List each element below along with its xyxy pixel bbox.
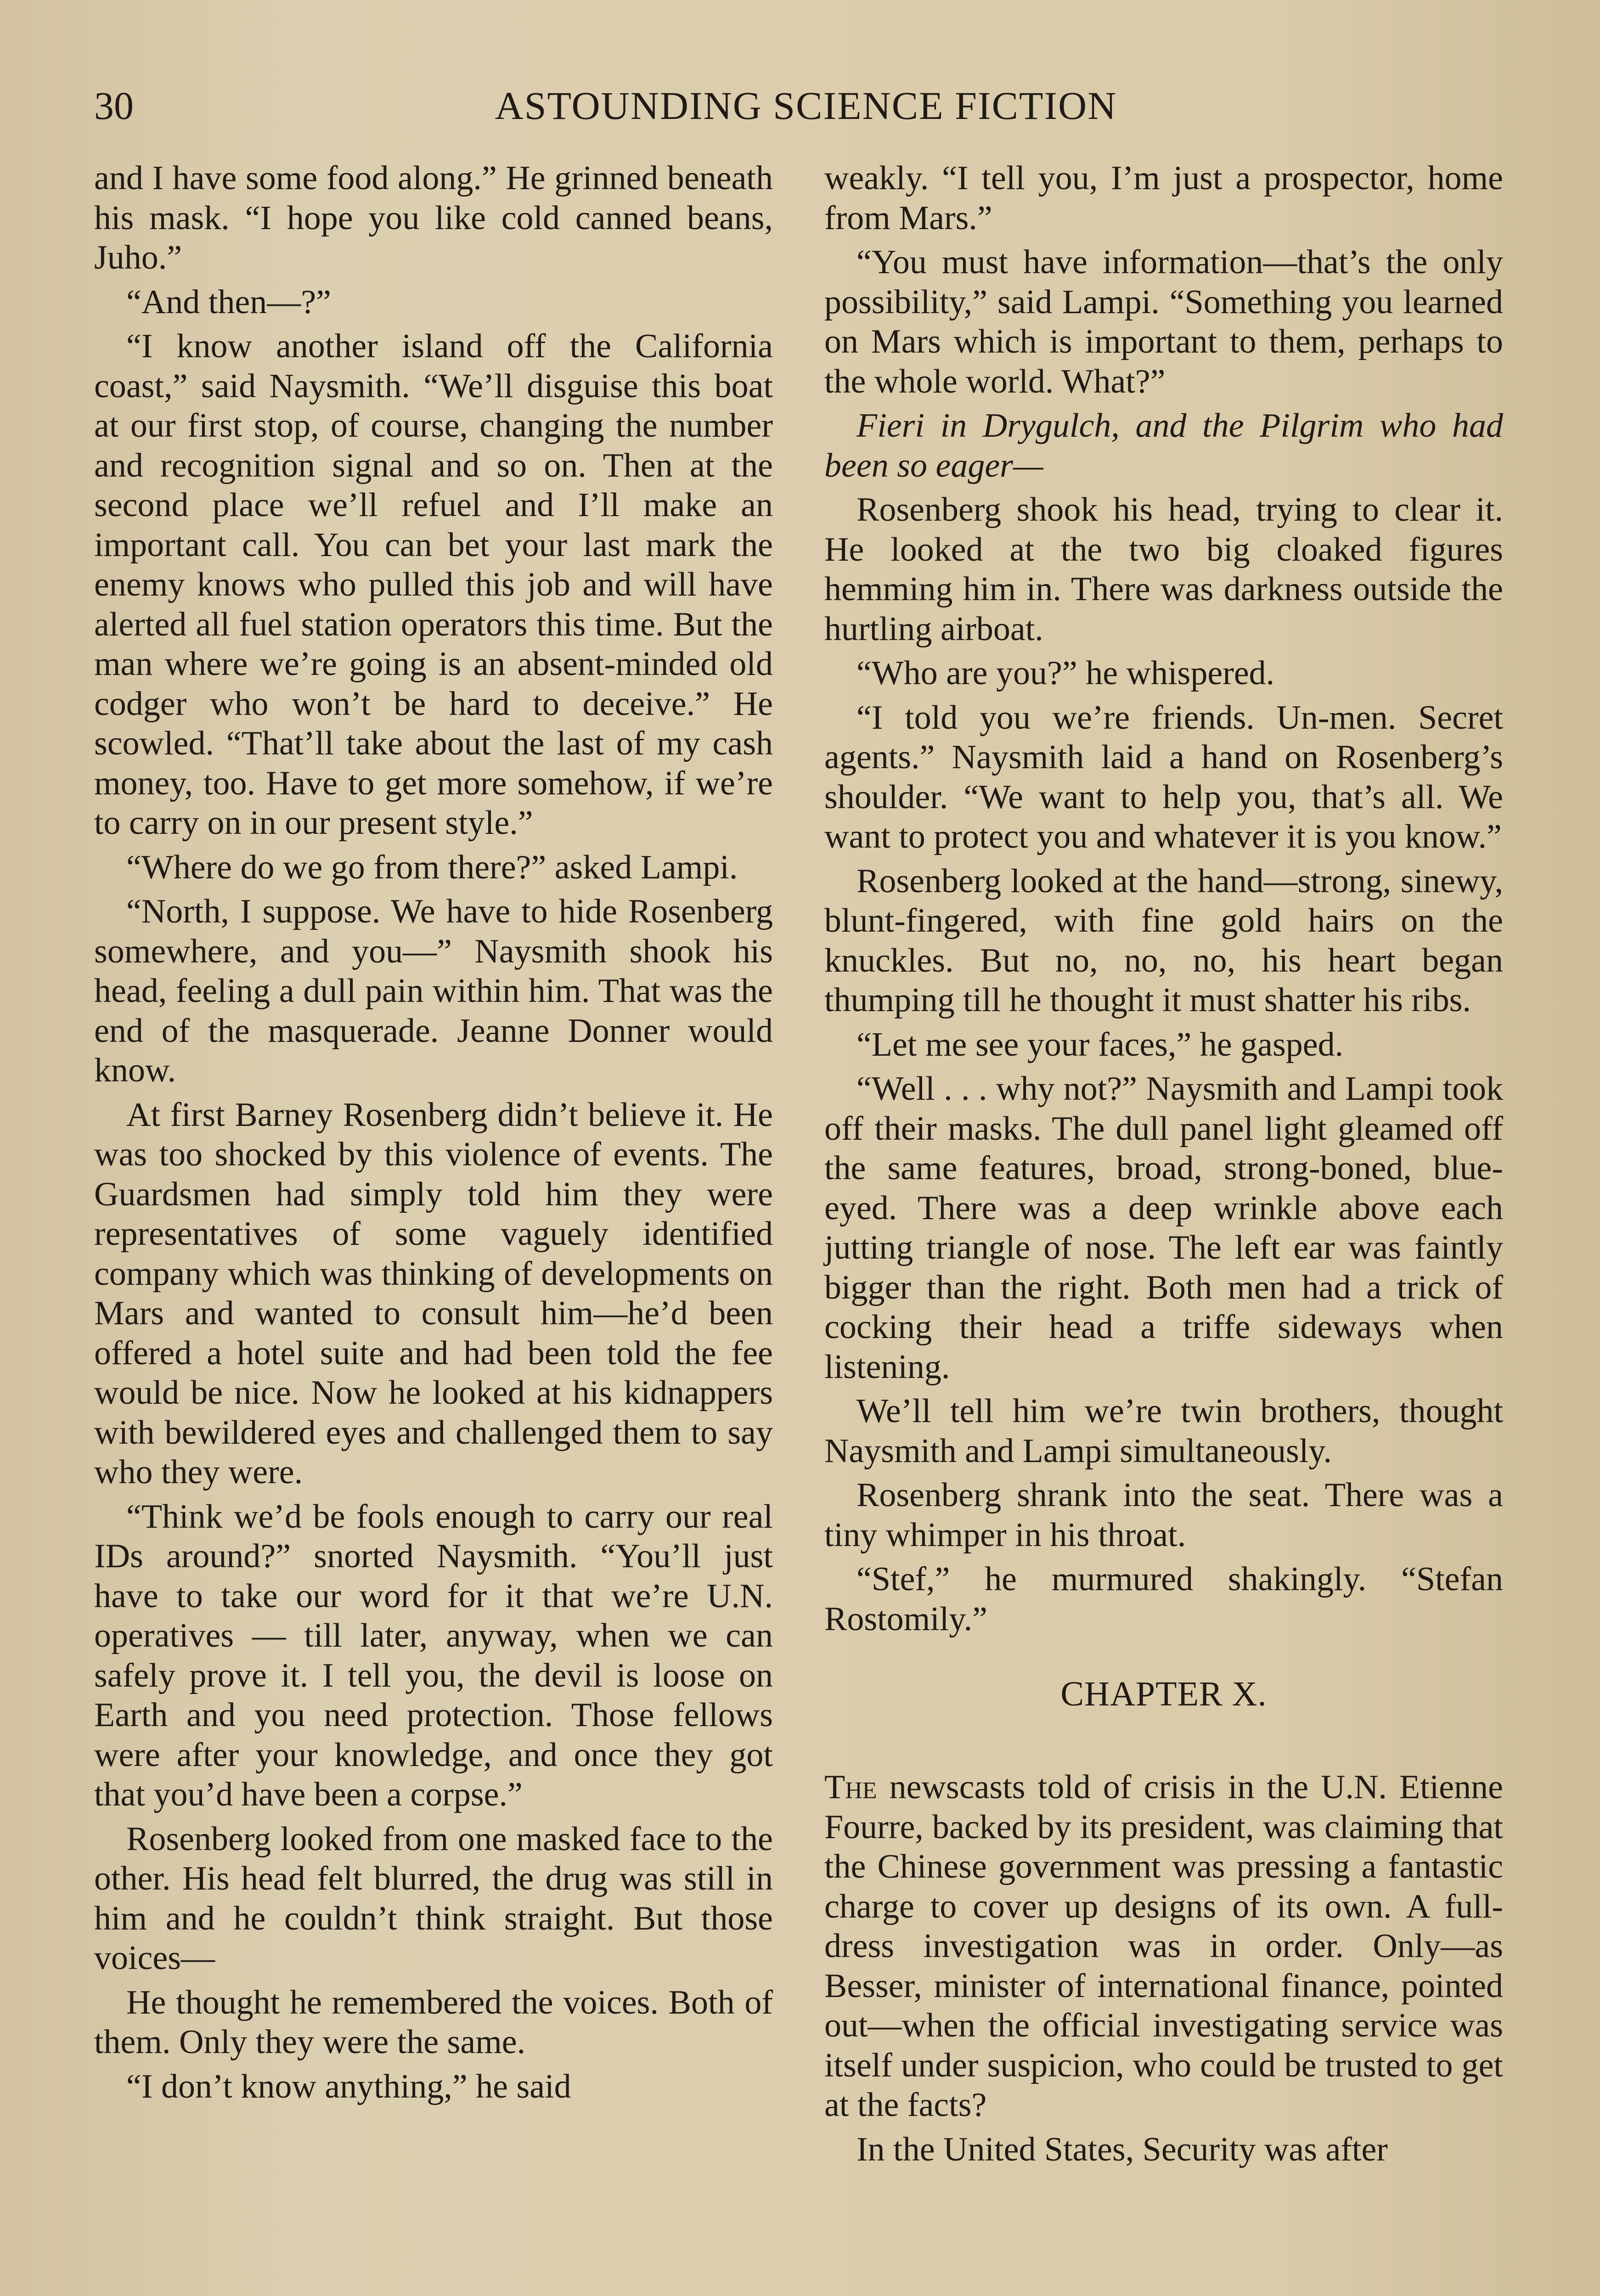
paragraph: Rosenberg shook his head, trying to clear it. He looked at the two big cloaked figures hemming him in. There was darkness outside the hurtling airboat. (824, 491, 1503, 648)
paragraph: Rosenberg looked from one masked face to the other. His head felt blurred, the drug was still in him and he couldn’t think straight. But those voices— (94, 1820, 773, 1977)
paragraph: “Who are you?” he whispered. (856, 654, 1275, 692)
running-head: ASTOUNDING SCIENCE FICTION (495, 84, 1117, 128)
page-header (94, 80, 1518, 131)
paragraph: “North, I suppose. We have to hide Rosenberg somewhere, and you—” Naysmith shook his head, feeling a dull pain within him. That was the end of the masquerade. Jeanne Donner would know. (94, 893, 773, 1089)
paragraph: In the United States, Security was after (856, 2130, 1388, 2168)
page-number: 30 (94, 84, 134, 128)
paragraph: “Think we’d be fools enough to carry our real IDs around?” snorted Naysmith. “You’ll just have to take our word for it that we’re U.N. operatives — till later, anyway, when we can safely prove it. I tell you, the devil is loose on Earth and you need protection. Those fellows were after your knowledge, and once they got that you’d have been a corpse.” (94, 1497, 773, 1813)
paragraph: and I have some food along.” He grinned beneath his mask. “I hope you like cold canned beans, Juho.” (94, 159, 773, 276)
paragraph: “Where do we go from there?” asked Lampi. (126, 848, 738, 886)
paragraph: At first Barney Rosenberg didn’t believe it. He was too shocked by this violence of events. The Guardsmen had simply told him they were representatives of some vaguely identified company which was thinking of developments on Mars and wanted to consult him—he’d been offered a hotel suite and had been told the fee would be nice. Now he looked at his kidnappers with bewildered eyes and challenged them to say who they were. (94, 1096, 773, 1491)
paragraph: “Well . . . why not?” Naysmith and Lampi took off their masks. The dull panel light gleamed off the same features, broad, strong-boned, blue-eyed. There was a deep wrinkle above each jutting triangle of nose. The left ear was faintly bigger than the right. Both men had a trick of cocking their head a triffe sideways when listening. (824, 1070, 1503, 1386)
chapter-opening-paragraph (824, 1767, 1503, 2125)
paragraph: “I told you we’re friends. Un-men. Secret agents.” Naysmith laid a hand on Rosenberg’s shoulder. “We want to help you, that’s all. We want to protect you and whatever it is you know.” (824, 698, 1503, 855)
left-column (94, 158, 773, 2111)
chapter-opening-text: newscasts told of crisis in the U.N. Etienne Fourre, backed by its president, was claiming that the Chinese government was pressing a fantastic charge to cover up designs of its own. A full-dress investigation was in order. Only—as Besser, minister of international finance, pointed out—when the official investigating service was itself under suspicion, who could be trusted to get at the facts? (824, 1768, 1503, 2124)
chapter-heading: CHAPTER X. (1060, 1675, 1267, 1713)
chapter-lead-word: The (824, 1768, 877, 1806)
right-column (824, 158, 1503, 2174)
paragraph: Rosenberg shrank into the seat. There was a tiny whimper in his throat. (824, 1476, 1503, 1554)
paragraph: Rosenberg looked at the hand—strong, sinewy, blunt-fingered, with fine gold hairs on the knuckles. But no, no, no, his heart began thumping till he thought it must shatter his ribs. (824, 862, 1503, 1019)
paragraph: “You must have information—that’s the only possibility,” said Lampi. “Something you learned on Mars which is important to them, perhaps to the whole world. What?” (824, 243, 1503, 400)
paragraph: “I know another island off the California coast,” said Naysmith. “We’ll disguise this boat at our first stop, of course, changing the number and recognition signal and so on. Then at the second place we’ll refuel and I’ll make an important call. You can bet your last mark the enemy knows who pulled this job and will have alerted all fuel station operators this time. But the man where we’re going is an absent-minded old codger who won’t be hard to deceive.” He scowled. “That’ll take about the last of my cash money, too. Have to get more somehow, if we’re to carry on in our present style.” (94, 327, 773, 842)
paragraph: “I don’t know anything,” he said (126, 2067, 571, 2105)
paragraph: We’ll tell him we’re twin brothers, thought Naysmith and Lampi simultaneously. (824, 1392, 1503, 1470)
paragraph: He thought he remembered the voices. Both of them. Only they were the same. (94, 1983, 773, 2061)
paragraph: “Let me see your faces,” he gasped. (856, 1025, 1344, 1064)
paragraph: “And then—?” (126, 283, 331, 321)
italic-thought-paragraph: Fieri in Drygulch, and the Pilgrim who had been so eager— (824, 407, 1503, 484)
paragraph: weakly. “I tell you, I’m just a prospector, home from Mars.” (824, 159, 1503, 237)
paragraph: “Stef,” he murmured shakingly. “Stefan Rostomily.” (824, 1560, 1503, 1638)
